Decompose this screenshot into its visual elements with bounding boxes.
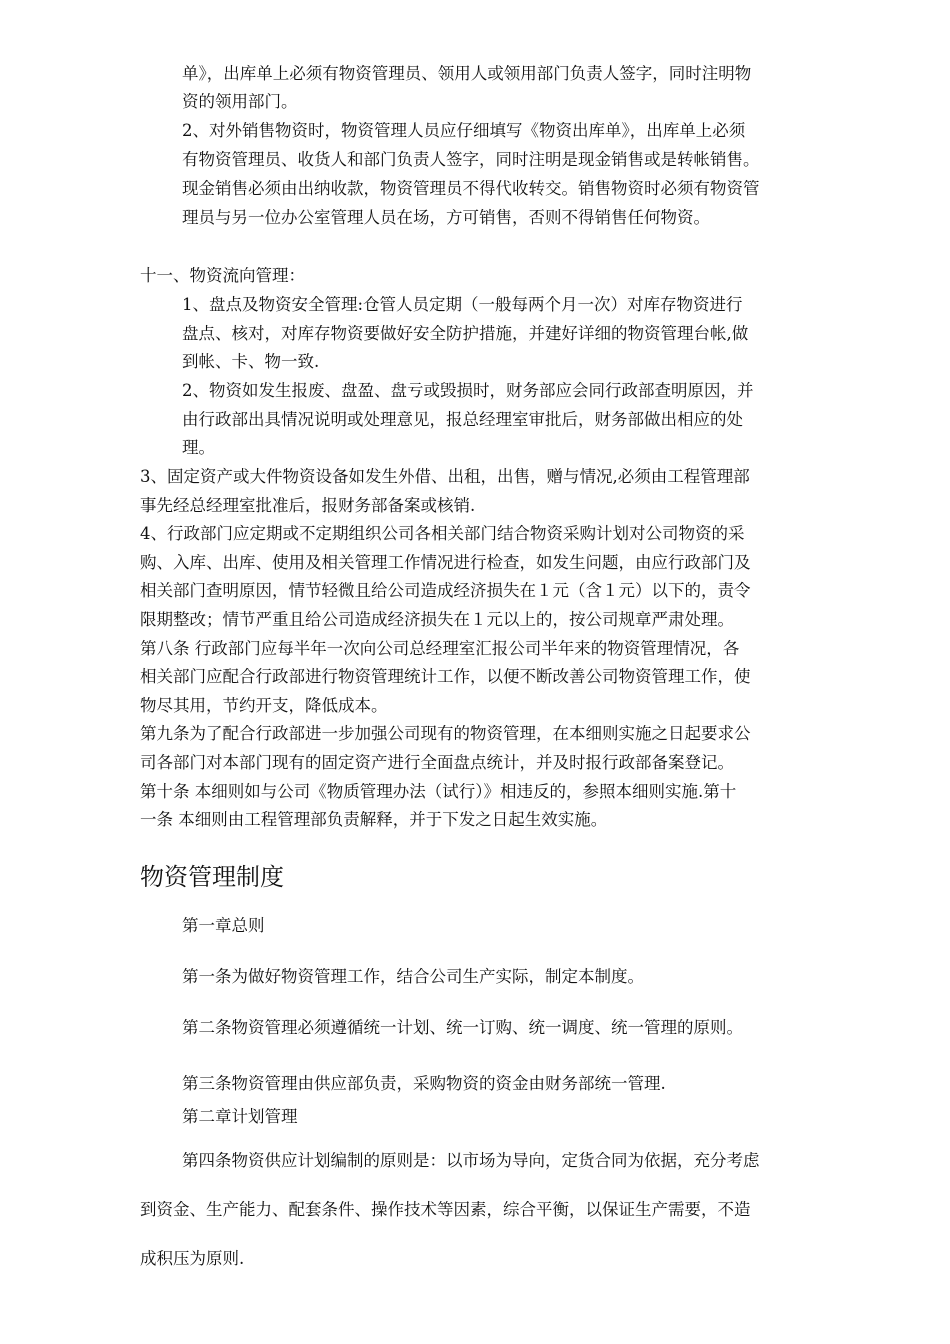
text-line: 盘点、核对，对库存物资要做好安全防护措施，并建好详细的物资管理台帐,做 <box>182 324 749 343</box>
text-line: 成积压为原则. <box>140 1249 245 1268</box>
text-line: 事先经总经理室批准后，报财务部备案或核销. <box>140 496 476 515</box>
text-line: 第二条物资管理必须遵循统一计划、统一订购、统一调度、统一管理的原则。 <box>182 1018 743 1037</box>
section-heading: 十一、物资流向管理： <box>140 266 305 285</box>
text-line: 有物资管理员、收货人和部门负责人签字，同时注明是现金销售或是转帐销售。 <box>182 150 760 169</box>
text-line: 第三条物资管理由供应部负责，采购物资的资金由财务部统一管理. <box>182 1074 666 1093</box>
text-line: 购、入库、出库、使用及相关管理工作情况进行检查，如发生问题，由应行政部门及 <box>140 553 751 572</box>
text-line: 2、对外销售物资时，物资管理人员应仔细填写《物资出库单》，出库单上必须 <box>182 121 746 140</box>
text-line: 资的领用部门。 <box>182 92 298 111</box>
text-line: 单》，出库单上必须有物资管理员、领用人或领用部门负责人签字，同时注明物 <box>182 64 752 83</box>
text-line: 第一条为做好物资管理工作，结合公司生产实际，制定本制度。 <box>182 967 644 986</box>
text-line: 物尽其用，节约开支，降低成本。 <box>140 696 388 715</box>
text-line: 理员与另一位办公室管理人员在场，方可销售，否则不得销售任何物资。 <box>182 208 710 227</box>
text-line: 一条 本细则由工程管理部负责解释，并于下发之日起生效实施。 <box>140 810 608 829</box>
text-line: 相关部门查明原因，情节轻微且给公司造成经济损失在１元（含１元）以下的，责令 <box>140 581 751 600</box>
text-line: 到资金、生产能力、配套条件、操作技术等因素，综合平衡，以保证生产需要，不造 <box>140 1200 751 1219</box>
text-line: 2、物资如发生报废、盘盈、盘亏或毁损时，财务部应会同行政部查明原因，并 <box>182 381 754 400</box>
text-line: 相关部门应配合行政部进行物资管理统计工作，以便不断改善公司物资管理工作，使 <box>140 667 751 686</box>
text-line: 第四条物资供应计划编制的原则是：以市场为导向，定货合同为依据，充分考虑 <box>182 1151 760 1170</box>
text-line: 第九条为了配合行政部进一步加强公司现有的物资管理，在本细则实施之日起要求公 <box>140 724 751 743</box>
text-line: 理。 <box>182 438 215 457</box>
text-line: 限期整改；情节严重且给公司造成经济损失在１元以上的，按公司规章严肃处理。 <box>140 610 734 629</box>
text-line: 现金销售必须由出纳收款，物资管理员不得代收转交。销售物资时必须有物资管 <box>182 179 760 198</box>
text-line: 司各部门对本部门现有的固定资产进行全面盘点统计，并及时报行政部备案登记。 <box>140 753 734 772</box>
text-line: 到帐、卡、物一致. <box>182 352 320 371</box>
text-line: 由行政部出具情况说明或处理意见，报总经理室审批后，财务部做出相应的处 <box>182 410 743 429</box>
page-title: 物资管理制度 <box>140 863 284 891</box>
chapter-heading: 第一章总则 <box>182 916 265 935</box>
text-line: 3、固定资产或大件物资设备如发生外借、出租，出售，赠与情况,必须由工程管理部 <box>140 467 750 486</box>
text-line: 第十条 本细则如与公司《物质管理办法（试行）》相违反的，参照本细则实施.第十 <box>140 782 737 801</box>
chapter-heading: 第二章计划管理 <box>182 1107 298 1126</box>
text-line: 第八条 行政部门应每半年一次向公司总经理室汇报公司半年来的物资管理情况，各 <box>140 639 740 658</box>
text-line: 4、行政部门应定期或不定期组织公司各相关部门结合物资采购计划对公司物资的采 <box>140 524 745 543</box>
text-line: 1、盘点及物资安全管理:仓管人员定期（一般每两个月一次）对库存物资进行 <box>182 295 743 314</box>
